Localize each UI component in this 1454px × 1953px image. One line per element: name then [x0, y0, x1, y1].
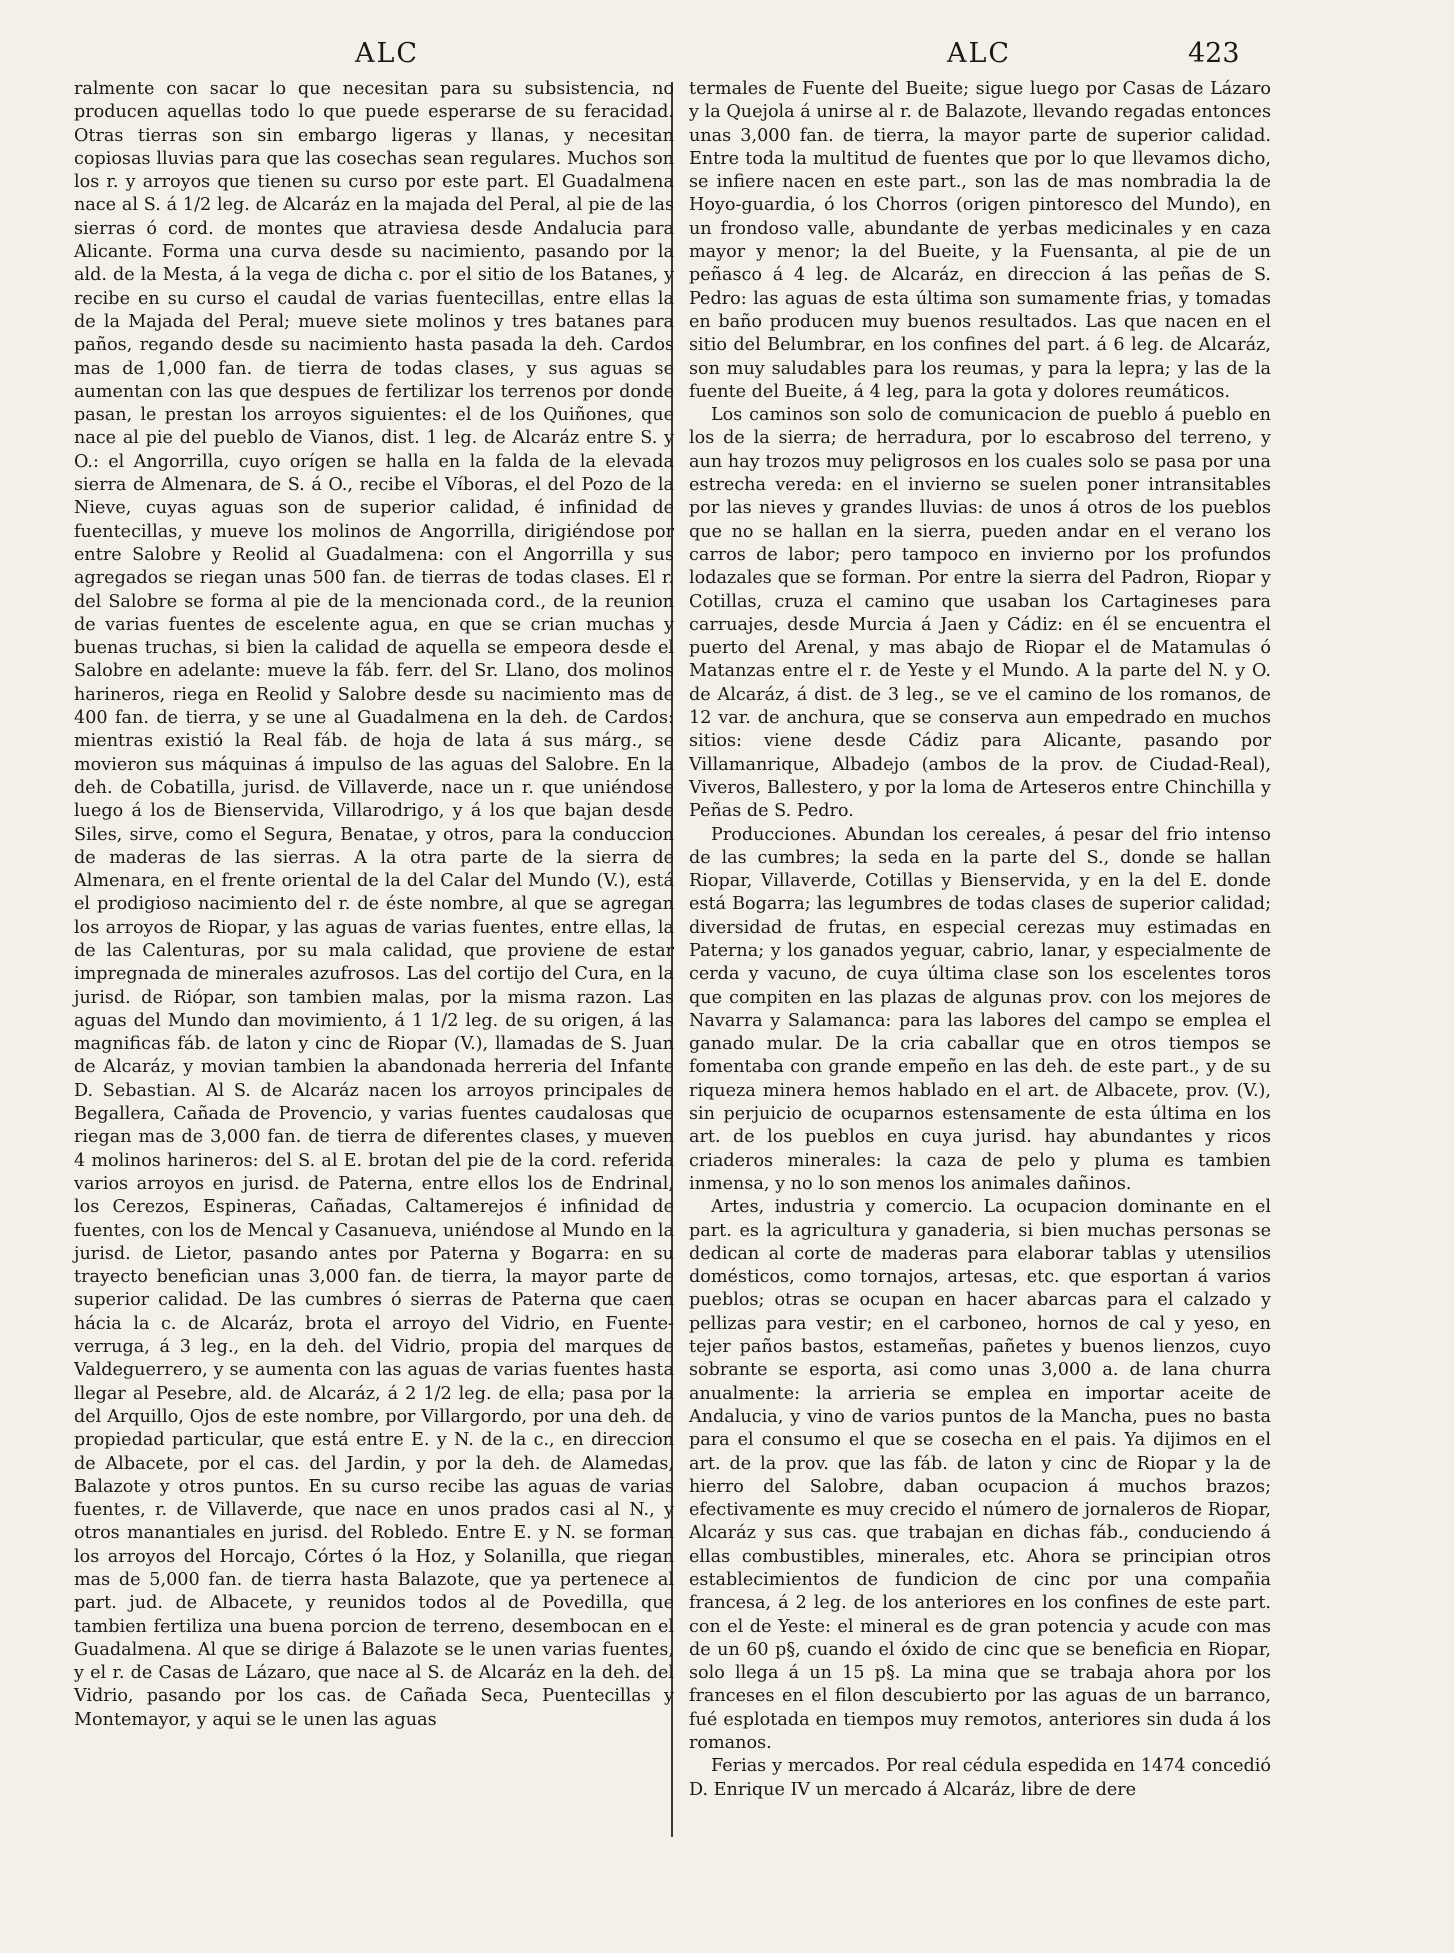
right-paragraph-caminos: Los caminos son solo de comunicacion de pueblo á pueblo en los de la sierra; de herradura, por lo escabroso del terreno, y aun hay trozos muy peligrosos en los cuales solo se pasa por una estrecha vereda: en el invierno se suelen poner intransitables por las nieves y grandes lluvias: de unos á otros de los pueblos que no se hallan en la sierra, pueden andar en el verano los carros de labor; pero tampoco en invierno por los profundos lodazales que se forman. Por entre la sierra del Padron, Riopar y Cotillas, cruza el camino que usaban los Cartagineses para carruajes, desde Murcia á Jaen y Cádiz: en él se encuentra el puerto del Arenal, y mas abajo de Riopar el de Matamulas ó Matanzas entre el r. de Yeste y el Mundo. A la parte del N. y O. de Alcaráz, á dist. de 3 leg., se ve el camino de los romanos, de 12 var. de anchura, que se conserva aun empedrado en muchos sitios: viene desde Cádiz para Alicante, pasando por Villamanrique, Albadejo (ambos de la prov. de Ciudad-Real), Viveros, Ballestero, y por la loma de Arteseros entre Chinchilla y Peñas de S. Pedro.	[689, 405, 1271, 822]
right-paragraph-ferias: Ferias y mercados. Por real cédula espedida en 1474 concedió D. Enrique IV un mercado á Alcaráz, libre de dere	[689, 1756, 1271, 1800]
header-left-word: ALC	[355, 38, 420, 69]
right-paragraph-1: termales de Fuente del Bueite; sigue luego por Casas de Lázaro y la Quejola á unirse al r. de Balazote, llevando regadas entonces unas 3,000 fan. de tierra, la mayor parte de superior calidad. Entre toda la multitud de fuentes que por lo que llevamos dicho, se infiere nacen en este part., son las de mas nombradia la de Hoyo-guardia, ó los Chorros (origen pintoresco del Mundo), en un frondoso valle, abundante de yerbas medicinales y en caza mayor y menor; la del Bueite, y la Fuensanta, al pie de un peñasco á 4 leg. de Alcaráz, en direccion á las peñas de S. Pedro: las aguas de esta última son sumamente frias, y tomadas en baño producen muy buenos resultados. Las que nacen en el sitio del Belumbrar, en los confines del part. á 6 leg. de Alcaráz, son muy saludables para los reumas, y para la lepra; y las de la fuente del Bueite, á 4 leg, para la gota y dolores reumáticos.	[689, 79, 1271, 402]
right-paragraph-artes: Artes, industria y comercio. La ocupacion dominante en el part. es la agricultura y ganaderia, si bien muchas personas se dedican al corte de maderas para elaborar tablas y utensilios domésticos, como tornajos, artesas, etc. que esportan á varios pueblos; otras se ocupan en hacer abarcas para el calzado y pellizas para vestir; en el carboneo, hornos de cal y yeso, en tejer paños bastos, estameñas, pañetes y buenos lienzos, cuyo sobrante se esporta, asi como unas 3,000 a. de lana churra anualmente: la arrieria se emplea en importar aceite de Andalucia, y vino de varios puntos de la Mancha, pues no basta para el consumo el que se cosecha en el pais. Ya dijimos en el art. de la prov. que las fáb. de laton y cinc de Riopar y la de hierro del Salobre, daban ocupacion á muchos brazos; efectivamente es muy crecido el número de jornaleros de Riopar, Alcaráz y sus cas. que trabajan en dichas fáb., conduciendo á ellas combustibles, minerales, etc. Ahora se principian otros establecimientos de fundicion de cinc por una compañia francesa, á 2 leg. de los anteriores en los confines de este part. con el de Yeste: el mineral es de gran potencia y acude con mas de un 60 p§, cuando el óxido de cinc que se beneficia en Riopar, solo llega á un 15 p§. La mina que se trabaja ahora por los franceses en el filon descubierto por las aguas de un barranco, fué esplotada en tiempos muy remotos, anteriores sin duda á los romanos.	[689, 1197, 1271, 1754]
left-column	[74, 78, 674, 1732]
running-header	[0, 38, 1454, 78]
right-column	[689, 78, 1271, 1802]
header-right-word: ALC	[947, 38, 1012, 69]
left-paragraph-1: ralmente con sacar lo que necesitan para su subsistencia, no producen aquellas todo lo que puede esperarse de su feracidad. Otras tierras son sin embargo ligeras y llanas, y necesitan copiosas lluvias para que las cosechas sean regulares. Muchos son los r. y arroyos que tienen su curso por este part. El Guadalmena nace al S. á 1/2 leg. de Alcaráz en la majada del Peral, al pie de las sierras ó cord. de montes que atraviesa desde Andalucia para Alicante. Forma una curva desde su nacimiento, pasando por la ald. de la Mesta, á la vega de dicha c. por el sitio de los Batanes, y recibe en su curso el caudal de varias fuentecillas, entre ellas la de la Majada del Peral; mueve siete molinos y tres batanes para paños, regando desde su nacimiento hasta pasada la deh. Cardos mas de 1,000 fan. de tierra de todas clases, y sus aguas se aumentan con las que despues de fertilizar los terrenos por donde pasan, le prestan los arroyos siguientes: el de los Quiñones, que nace al pie del pueblo de Vianos, dist. 1 leg. de Alcaráz entre S. y O.: el Angorrilla, cuyo orígen se halla en la falda de la elevada sierra de Almenara, de S. á O., recibe el Víboras, el del Pozo de la Nieve, cuyas aguas son de superior calidad, é infinidad de fuentecillas, y mueve los molinos de Angorrilla, dirigiéndose por entre Salobre y Reolid al Guadalmena: con el Angorrilla y sus agregados se riegan unas 500 fan. de tierras de todas clases. El r. del Salobre se forma al pie de la mencionada cord., de la reunion de varias fuentes de escelente agua, en que se crian muchas y buenas truchas, si bien la calidad de aquella se empeora desde el Salobre en adelante: mueve la fáb. ferr. del Sr. Llano, dos molinos harineros, riega en Reolid y Salobre desde su nacimiento mas de 400 fan. de tierra, y se une al Guadalmena en la deh. de Cardos: mientras existió la Real fáb. de hoja de lata á sus márg., se movieron sus máquinas á impulso de las aguas del Salobre. En la deh. de Cobatilla, jurisd. de Villaverde, nace un r. que uniéndose luego á los de Bienservida, Villarodrigo, y á los que bajan desde Siles, sirve, como el Segura, Benatae, y otros, para la conduccion de maderas de las sierras. A la otra parte de la sierra de Almenara, en el frente oriental de la del Calar del Mundo (V.), está el prodigioso nacimiento del r. de éste nombre, al que se agregan los arroyos de Riopar, y las aguas de varias fuentes, entre ellas, la de las Calenturas, por su mala calidad, que proviene de estar impregnada de minerales azufrosos. Las del cortijo del Cura, en la jurisd. de Riópar, son tambien malas, por la misma razon. Las aguas del Mundo dan movimiento, á 1 1/2 leg. de su origen, á las magnificas fáb. de laton y cinc de Riopar (V.), llamadas de S. Juan de Alcaráz, y movian tambien la abandonada herreria del Infante D. Sebastian. Al S. de Alcaráz nacen los arroyos principales de Begallera, Cañada de Provencio, y varias fuentes caudalosas que riegan mas de 3,000 fan. de tierra de diferentes clases, y mueven 4 molinos harineros: del S. al E. brotan del pie de la cord. referida varios arroyos en jurisd. de Paterna, entre ellos los de Endrinal, los Cerezos, Espineras, Cañadas, Caltamerejos é infinidad de fuentes, con los de Mencal y Casanueva, uniéndose al Mundo en la jurisd. de Lietor, pasando antes por Paterna y Bogarra: en su trayecto benefician unas 3,000 fan. de tierra, la mayor parte de superior calidad. De las cumbres ó sierras de Paterna que caen hácia la c. de Alcaráz, brota el arroyo del Vidrio, en Fuente-verruga, á 3 leg., en la deh. del Vidrio, propia del marques de Valdeguerrero, y se aumenta con las aguas de varias fuentes hasta llegar al Pesebre, ald. de Alcaráz, á 2 1/2 leg. de ella; pasa por la del Arquillo, Ojos de este nombre, por Villargordo, por una deh. de propiedad particular, que está entre E. y N. de la c., en direccion de Albacete, por el cas. del Jardin, y por la deh. de Alamedas, Balazote y otros puntos. En su curso recibe las aguas de varias fuentes, r. de Villaverde, que nace en unos prados casi al N., y otros manantiales en jurisd. del Robledo. Entre E. y N. se forman los arroyos del Horcajo, Córtes ó la Hoz, y Solanilla, que riegan mas de 5,000 fan. de tierra hasta Balazote, que ya pertenece al part. jud. de Albacete, y reunidos todos al de Povedilla, que tambien fertiliza una buena porcion de terreno, desembocan en el Guadalmena. Al que se dirige á Balazote se le unen varias fuentes, y el r. de Casas de Lázaro, que nace al S. de Alcaráz en la deh. del Vidrio, pasando por los cas. de Cañada Seca, Puentecillas y Montemayor, y aqui se le unen las aguas	[74, 79, 674, 1730]
right-paragraph-producciones: Producciones. Abundan los cereales, á pesar del frio intenso de las cumbres; la seda en la parte del S., donde se hallan Riopar, Villaverde, Cotillas y Bienservida, y en la del E. donde está Bogarra; las legumbres de todas clases de superior calidad; diversidad de frutas, en especial cerezas muy estimadas en Paterna; y los ganados yeguar, cabrio, lanar, y especialmente de cerda y vacuno, de cuya última clase son los escelentes toros que compiten en las plazas de algunas prov. con los mejores de Navarra y Salamanca: para las labores del campo se emplea el ganado mular. De la cria caballar que en otros tiempos se fomentaba con grande empeño en las deh. de este part., y de su riqueza minera hemos hablado en el art. de Albacete, prov. (V.), sin perjuicio de ocuparnos estensamente de esta última en los art. de los pueblos en cuya jurisd. hay abundantes y ricos criaderos minerales: la caza de pelo y pluma es tambien inmensa, y no lo son menos los animales dañinos.	[689, 824, 1271, 1194]
page-number: 423	[1188, 38, 1240, 69]
